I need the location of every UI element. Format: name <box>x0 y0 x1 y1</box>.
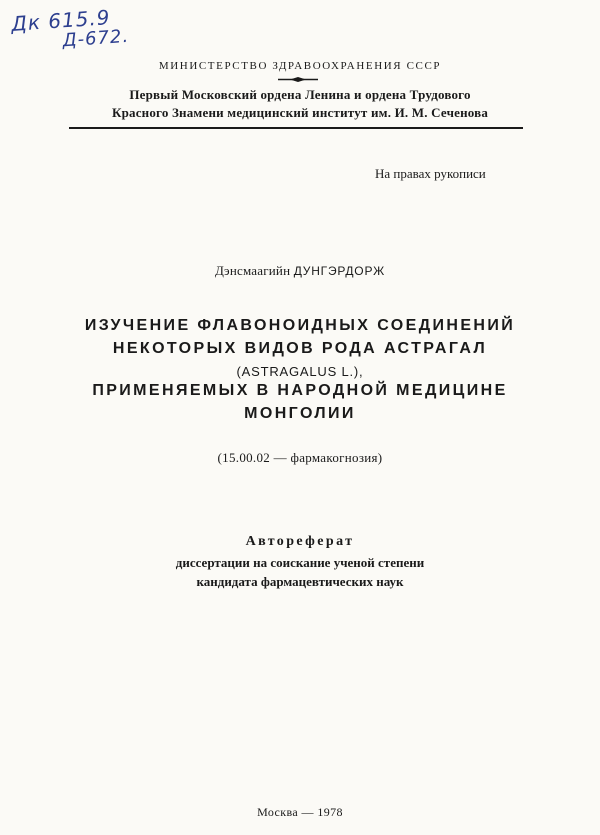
abstract-heading: Автореферат <box>245 534 355 549</box>
abstract-line-2: кандидата фармацевтических наук <box>196 574 404 589</box>
title-line-4: МОНГОЛИИ <box>244 405 356 422</box>
title-line-3: ПРИМЕНЯЕМЫХ В НАРОДНОЙ МЕДИЦИНЕ <box>92 382 508 399</box>
author-surname: ДУНГЭРДОРЖ <box>293 264 385 278</box>
title-line-2: НЕКОТОРЫХ ВИДОВ РОДА АСТРАГАЛ <box>112 340 488 357</box>
abstract-line-1: диссертации на соискание ученой степени <box>175 555 425 570</box>
title-line-1: ИЗУЧЕНИЕ ФЛАВОНОИДНЫХ СОЕДИНЕНИЙ <box>84 317 516 334</box>
ministry-name: МИНИСТЕРСТВО ЗДРАВООХРАНЕНИЯ СССР <box>158 60 442 72</box>
rights-note: На правах рукописи <box>375 166 486 181</box>
institute-line-1: Первый Московский ордена Ленина и ордена Трудового <box>129 87 471 102</box>
place-and-year: Москва — 1978 <box>257 805 343 819</box>
stamp-line-2: Д-672. <box>61 25 130 52</box>
author-name <box>0 263 600 279</box>
title-latin-name: (ASTRAGALUS L.), <box>236 364 364 379</box>
header-rule <box>69 127 523 129</box>
ornament-divider <box>276 77 320 82</box>
institute-line-2: Красного Знамени медицинский институт им. И. М. Сеченова <box>111 105 489 120</box>
author-given-name: Дэнсмаагийн <box>214 263 291 278</box>
stamp-line-1: Дк 615.9 <box>10 5 112 36</box>
specialty-code: (15.00.02 — фармакогнозия) <box>217 450 383 465</box>
